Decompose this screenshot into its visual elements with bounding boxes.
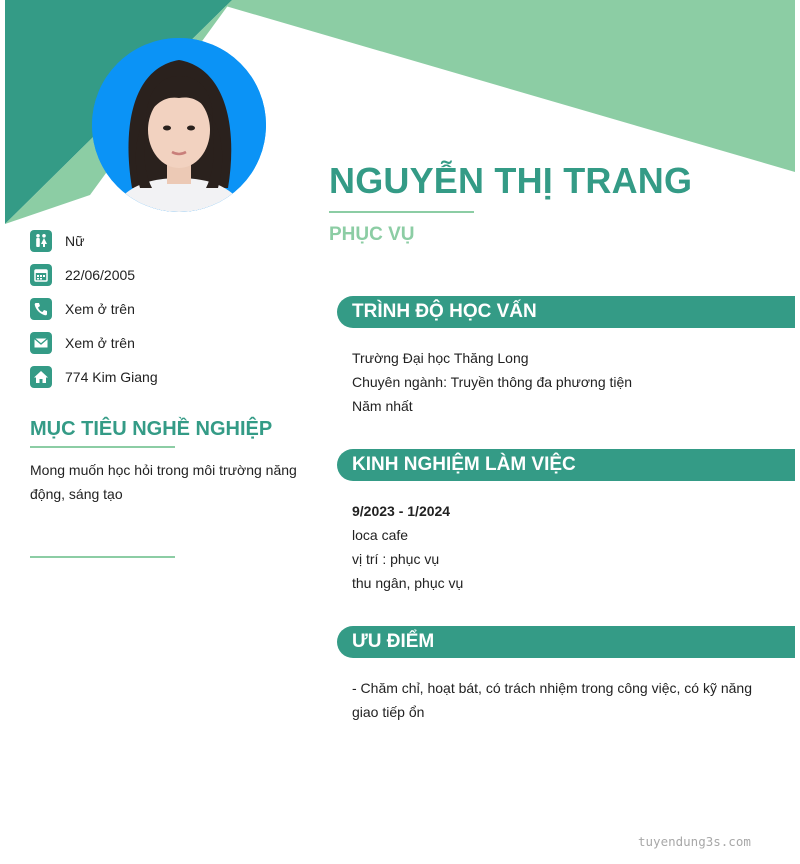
calendar-icon [30, 264, 52, 286]
profile-photo [92, 38, 266, 212]
email-value: Xem ở trên [65, 335, 135, 351]
candidate-name: NGUYỄN THỊ TRANG [329, 160, 693, 201]
education-major: Chuyên ngành: Truyền thông đa phương tiện [352, 374, 633, 390]
education-year: Năm nhất [352, 398, 413, 414]
experience-body [352, 499, 782, 595]
gender-value: Nữ [65, 233, 85, 249]
objective-title: MỤC TIÊU NGHỀ NGHIỆP [30, 418, 273, 440]
strengths-text: - Chăm chỉ, hoạt bát, có trách nhiệm trong công việc, có kỹ năng giao tiếp ổn [352, 680, 752, 720]
left-divider [30, 556, 175, 558]
phone-icon [30, 298, 52, 320]
education-body [352, 346, 782, 418]
gender-icon [30, 230, 52, 252]
experience-company: loca cafe [352, 527, 409, 543]
contact-gender [30, 224, 158, 258]
education-heading: TRÌNH ĐỘ HỌC VẤN [337, 296, 795, 328]
email-icon [30, 332, 52, 354]
experience-position: vị trí : phục vụ [352, 551, 440, 567]
objective-underline [30, 446, 175, 448]
contact-birthday [30, 258, 158, 292]
home-icon [30, 366, 52, 388]
avatar [92, 38, 266, 212]
birthday-value: 22/06/2005 [65, 267, 136, 283]
job-title: PHỤC VỤ [329, 224, 415, 245]
contact-email [30, 326, 158, 360]
education-school: Trường Đại học Thăng Long [352, 350, 529, 366]
contact-phone [30, 292, 158, 326]
objective-text: Mong muốn học hỏi trong môi trường năng động, sáng tạo [30, 462, 297, 502]
contact-address [30, 360, 158, 394]
phone-value: Xem ở trên [65, 301, 135, 317]
address-value: 774 Kim Giang [65, 369, 158, 385]
experience-period: 9/2023 - 1/2024 [352, 503, 451, 519]
watermark: tuyendung3s.com [638, 834, 751, 849]
name-underline [329, 211, 474, 213]
contact-list [30, 224, 158, 394]
experience-duties: thu ngân, phục vụ [352, 575, 464, 591]
strengths-heading: ƯU ĐIỂM [337, 626, 795, 658]
experience-heading: KINH NGHIỆM LÀM VIỆC [337, 449, 795, 481]
strengths-body [352, 676, 782, 724]
